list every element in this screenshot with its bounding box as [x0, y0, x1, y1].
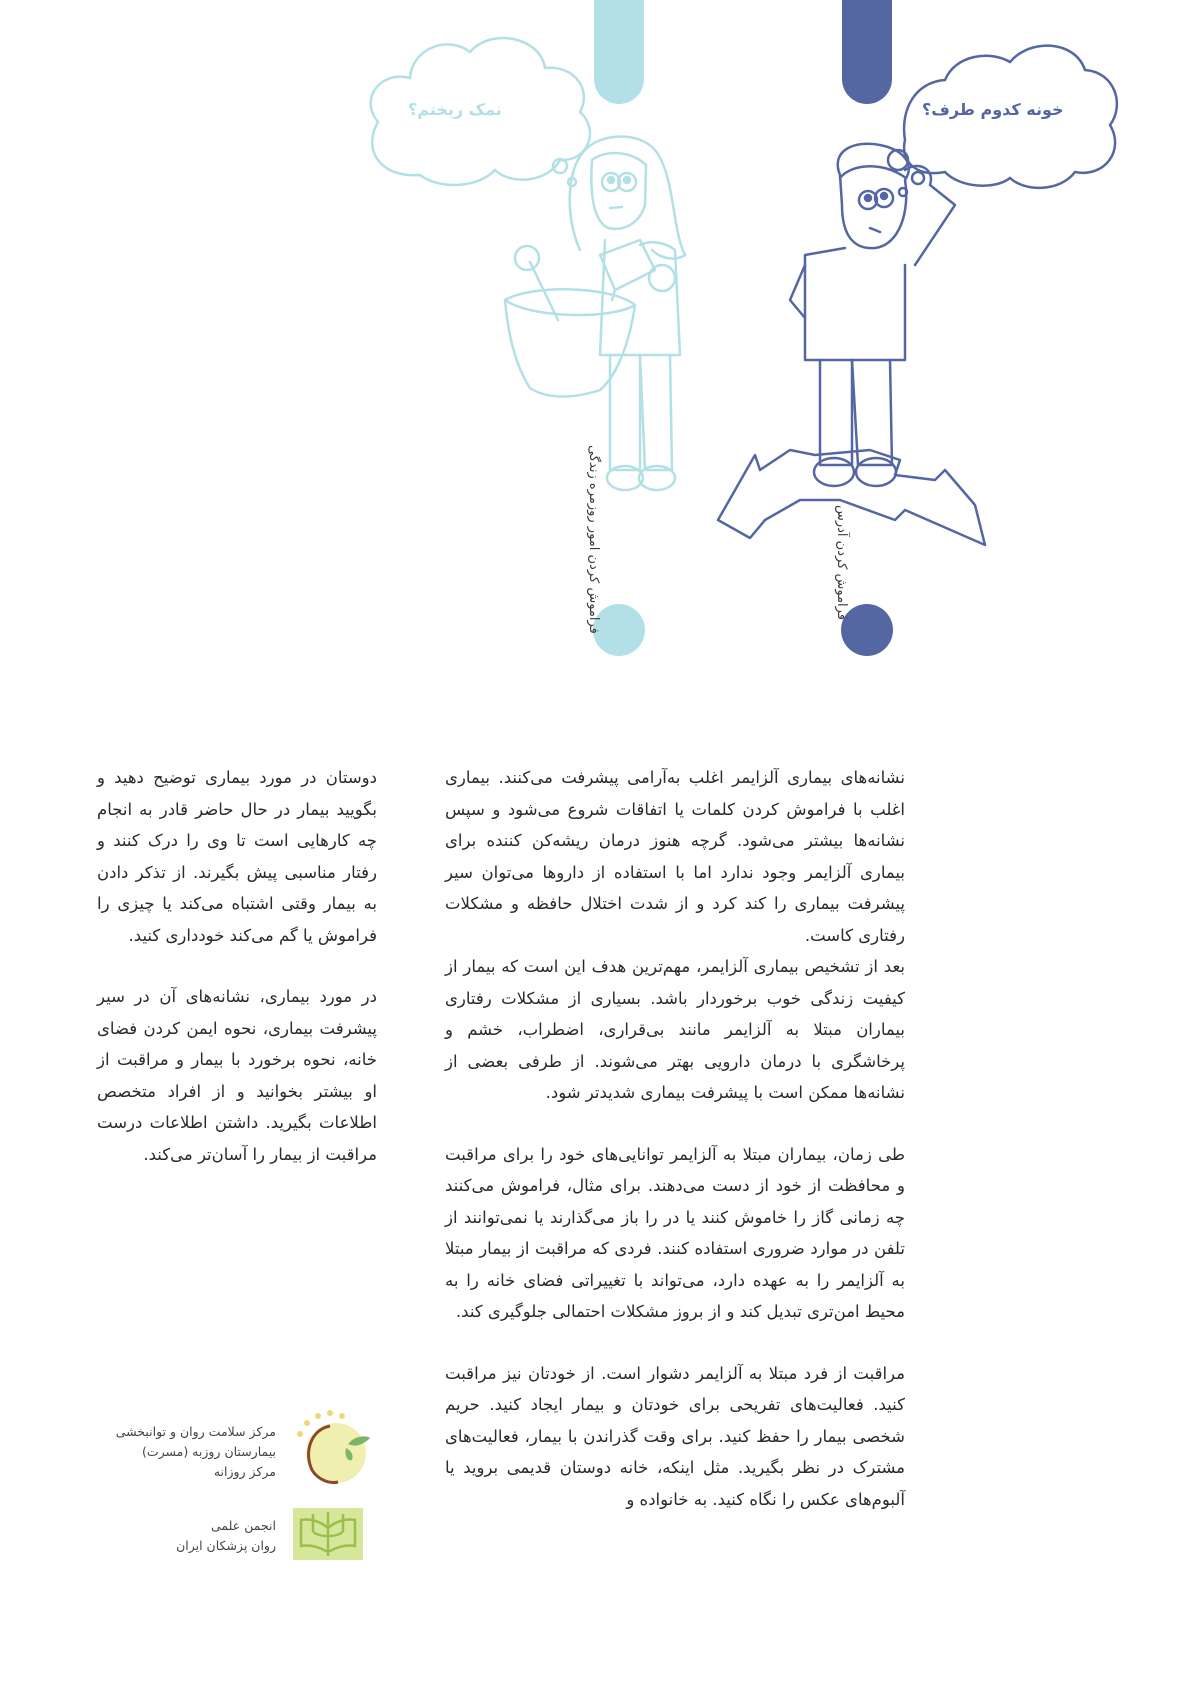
- center-name: [96, 1422, 276, 1482]
- association-name: [126, 1516, 276, 1556]
- paragraph-2: بعد از تشخیص بیماری آلزایمر، مهم‌ترین هدف این است که بیمار از کیفیت زندگی خوب برخوردار باشد. بسیاری از مشکلات رفتاری بیماران مبتلا به آلزایمر مانند بی‌قراری، اضطراب، خشم و پرخاشگری با درمان دارویی بهتر می‌شوند. از طرفی بعضی از نشانه‌ها ممکن است با پیشرفت بیماری شدیدتر شود.: [445, 957, 905, 1102]
- paragraph-5: دوستان در مورد بیماری توضیح دهید و بگویید بیمار در حال حاضر قادر به انجام چه کارهایی است تا وی را درک کنند و رفتار مناسبی پیش بگیرند. از تذکر دادن به بیمار وقتی اشتباه می‌کند یا چیزی را فراموش یا گم می‌کند خودداری کنید.: [97, 768, 377, 945]
- center-logo: [290, 1408, 372, 1490]
- paragraph-4: مراقبت از فرد مبتلا به آلزایمر دشوار است. از خودتان نیز مراقبت کنید. فعالیت‌های تفریحی برای خودتان و بیمار ایجاد کنید. حریم شخصی بیمار را حفظ کنید. برای وقت گذراندن با بیمار، فعالیت‌های مشترک در نظر بگیرید. مثل اینکه، خانه دوستان قدیمی بروید یا آلبوم‌های عکس را نگاه کنید. به خانواده و: [445, 1363, 905, 1509]
- right-thought-bubble: [899, 46, 1117, 196]
- paragraph-1: نشانه‌های بیماری آلزایمر اغلب به‌آرامی پیشرفت می‌کنند. بیماری اغلب با فراموش کردن کلمات یا اتفاقات شروع می‌شود و سپس نشانه‌ها بیشتر می‌شود. گرچه هنوز درمان ریشه‌کن کننده برای بیماری آلزایمر وجود ندارد اما با استفاده از داروها می‌توان سیر پیشرفت بیماری را کند کرد و از شدت اختلال حافظه و مشکلات رفتاری کاست.: [445, 768, 905, 945]
- left-text-column: [97, 762, 377, 1170]
- center-name-line-3: مرکز روزانه: [213, 1464, 276, 1479]
- right-vertical-caption: فراموش کردن آدرس: [834, 505, 849, 621]
- center-name-line-1: مرکز سلامت روان و توانبخشی: [115, 1424, 276, 1439]
- association-name-line-1: انجمن علمی: [211, 1518, 276, 1533]
- association-logo: [293, 1508, 363, 1560]
- left-vertical-caption: فراموش کردن امور روزمره زندگی: [586, 445, 601, 634]
- paragraph-3: طی زمان، بیماران مبتلا به آلزایمر توانایی‌های خود را برای مراقبت و محافظت از خود از دست می‌دهند. برای مثال، فراموش می‌کنند چه زمانی گاز را خاموش کنند یا در را باز می‌گذارند یا نمی‌توانند از تلفن در موارد ضروری استفاده کنند. فردی که مراقبت از بیمار مبتلا به آلزایمر را به عهده دارد، می‌تواند با تغییراتی فضای خانه را به محیط امن‌تری تبدیل کند و از بروز مشکلات احتمالی جلوگیری کند.: [445, 1144, 905, 1321]
- center-name-line-2: بیمارستان روزبه (مسرت): [141, 1444, 276, 1459]
- middle-text-column: [445, 762, 905, 1515]
- left-bubble-text: نمک ریختم؟: [408, 100, 502, 119]
- right-bubble-text: خونه کدوم طرف؟: [922, 100, 1064, 119]
- man-figure: [718, 144, 985, 545]
- association-name-line-2: روان پزشکان ایران: [176, 1538, 276, 1553]
- woman-figure: [505, 137, 685, 491]
- paragraph-6: در مورد بیماری، نشانه‌های آن در سیر پیشرفت بیماری، نحوه ایمن کردن فضای خانه، نحوه برخورد با بیمار و مراقبت از او بیشتر بخوانید و از افراد متخصص اطلاعات بگیرید. داشتن اطلاعات درست مراقبت از بیمار را آسان‌تر می‌کند.: [97, 987, 377, 1164]
